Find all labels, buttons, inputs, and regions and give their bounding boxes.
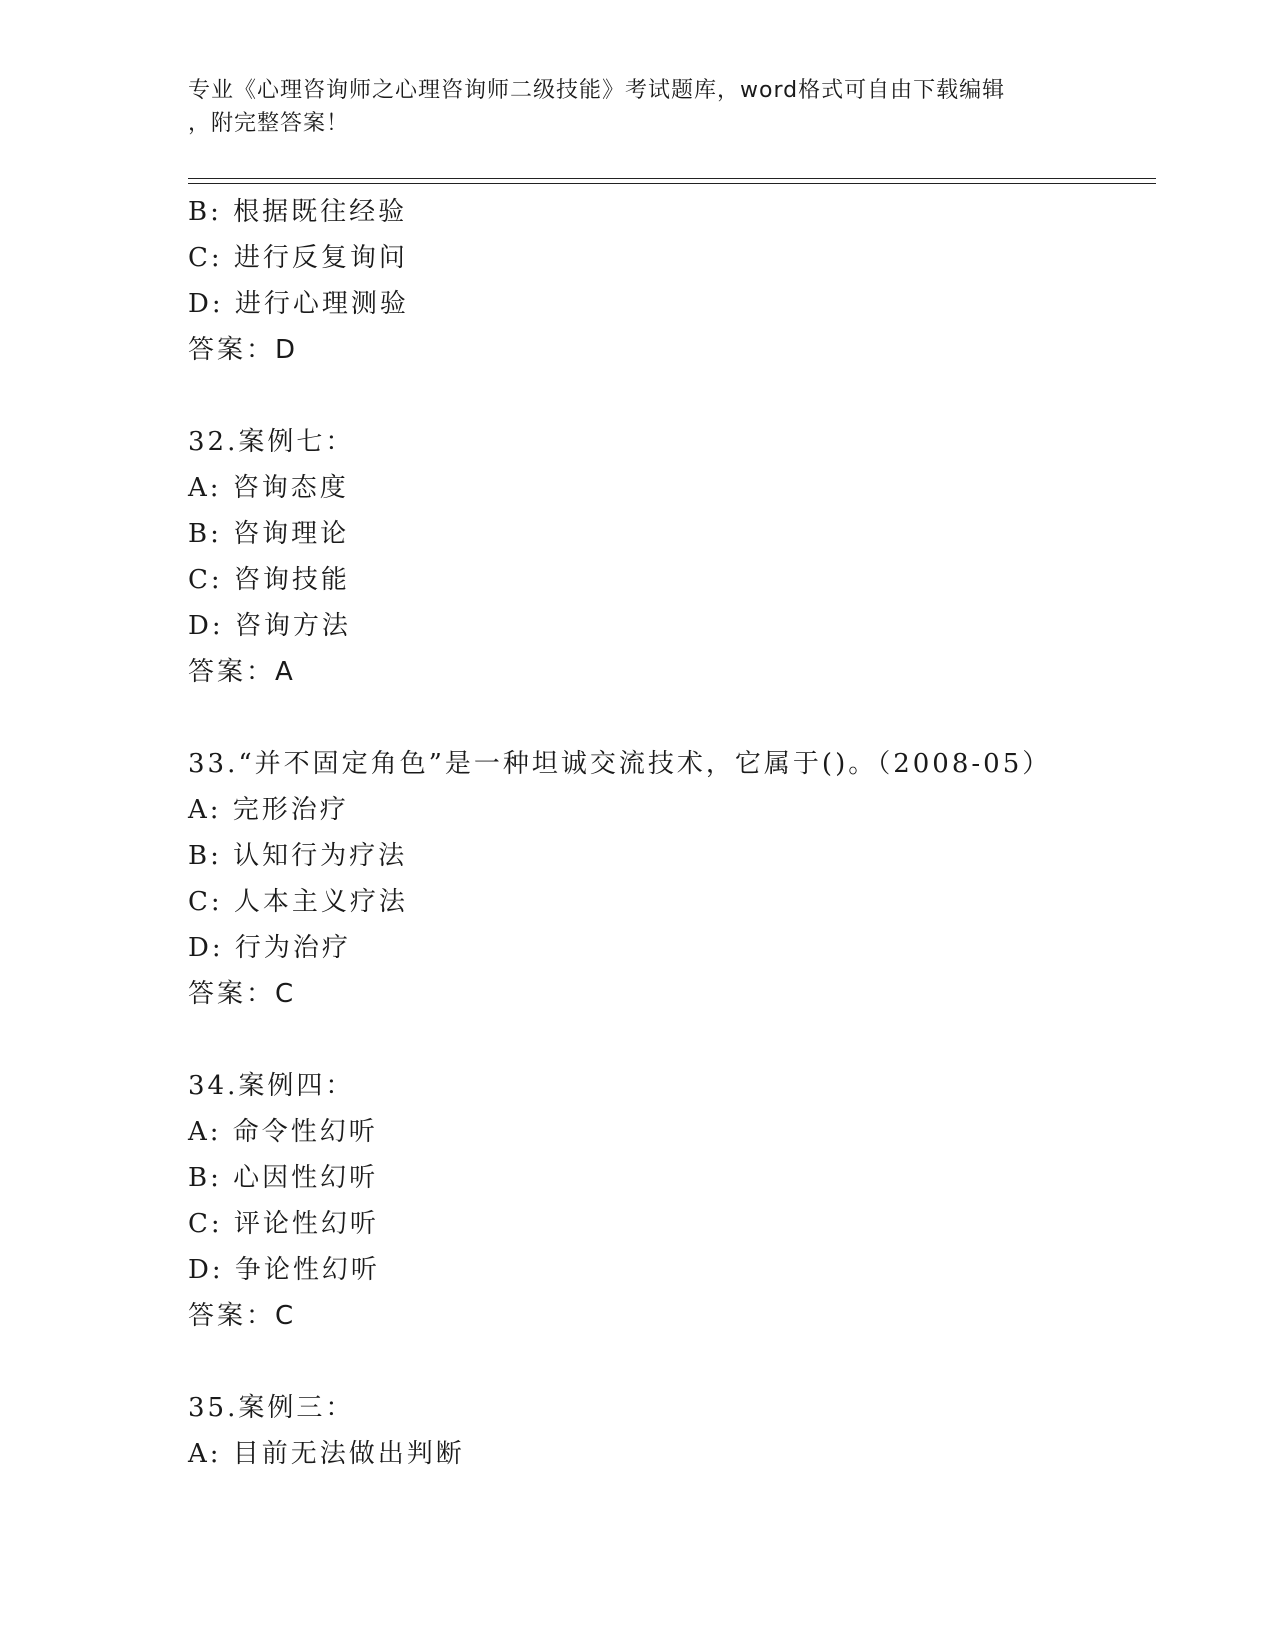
option-c: C: 进行反复询问	[188, 243, 408, 273]
header-line-1: 专业《心理咨询师之心理咨询师二级技能》考试题库，word格式可自由下载编辑	[188, 78, 1006, 103]
option-c: C: 人本主义疗法	[188, 887, 408, 917]
answer-line: 答案：A	[188, 657, 296, 687]
option-d: D: 行为治疗	[188, 933, 351, 963]
option-d: D: 进行心理测验	[188, 289, 409, 319]
question-stem: 33.“并不固定角色”是一种坦诚交流技术，它属于()。（2008-05）	[188, 749, 1052, 779]
question-stem: 35.案例三：	[188, 1393, 355, 1423]
option-c: C: 评论性幻听	[188, 1209, 379, 1239]
document-header	[188, 74, 1088, 140]
option-a: A: 命令性幻听	[188, 1117, 378, 1147]
question-stem: 34.案例四：	[188, 1071, 355, 1101]
question-gap	[188, 373, 1156, 419]
question-list	[188, 189, 1156, 1477]
option-d: D: 咨询方法	[188, 611, 351, 641]
question-stem: 32.案例七：	[188, 427, 355, 457]
option-a: A: 完形治疗	[188, 795, 349, 825]
question-32	[188, 419, 1156, 695]
option-d: D: 争论性幻听	[188, 1255, 380, 1285]
header-rule-top	[188, 178, 1156, 179]
option-b: B: 心因性幻听	[188, 1163, 379, 1193]
header-rule-bottom	[188, 183, 1156, 184]
question-gap	[188, 695, 1156, 741]
answer-line: 答案：D	[188, 335, 299, 365]
question-partial	[188, 189, 1156, 373]
option-a: A: 目前无法做出判断	[188, 1439, 465, 1469]
answer-line: 答案：C	[188, 979, 297, 1009]
question-35	[188, 1385, 1156, 1477]
option-b: B: 咨询理论	[188, 519, 350, 549]
question-gap	[188, 1017, 1156, 1063]
option-a: A: 咨询态度	[188, 473, 349, 503]
option-b: B: 根据既往经验	[188, 197, 408, 227]
option-c: C: 咨询技能	[188, 565, 350, 595]
question-33	[188, 741, 1156, 1017]
header-line-2: ，附完整答案！	[188, 111, 350, 136]
question-34	[188, 1063, 1156, 1339]
option-b: B: 认知行为疗法	[188, 841, 408, 871]
question-gap	[188, 1339, 1156, 1385]
answer-line: 答案：C	[188, 1301, 297, 1331]
